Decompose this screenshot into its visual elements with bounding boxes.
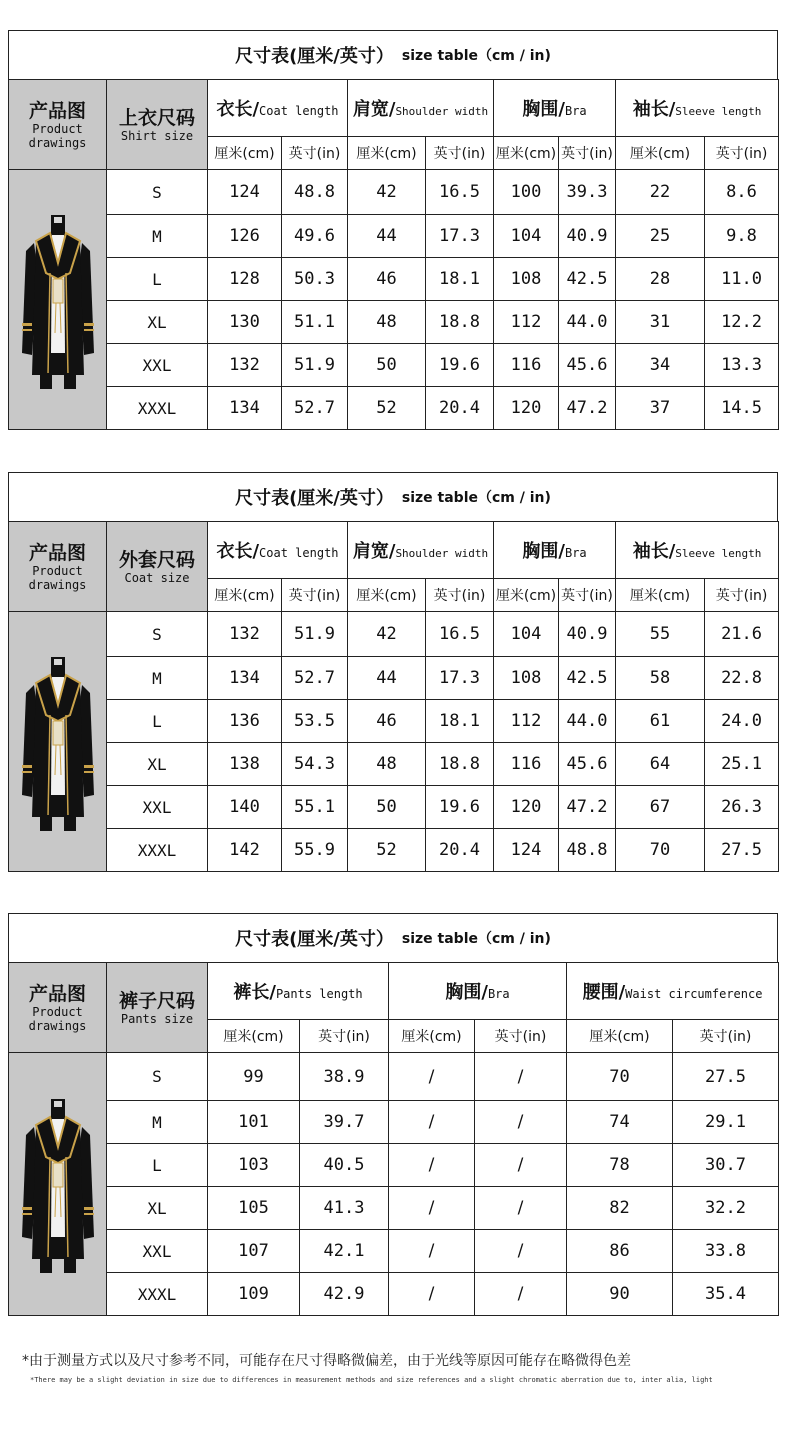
coat-size-table (8, 472, 778, 878)
product-image-cell (9, 1053, 107, 1316)
measurement-cell: 50 (348, 786, 426, 829)
measurement-cell: 104 (494, 215, 559, 258)
measurement-cell: 8.6 (705, 170, 779, 215)
measurement-cell: 42.5 (559, 258, 616, 301)
measurement-cell: 48.8 (559, 829, 616, 872)
product-image-cell (9, 612, 107, 872)
measurement-cell: 128 (208, 258, 282, 301)
table-row (9, 786, 779, 829)
table-title (8, 30, 778, 80)
size-label: S (107, 170, 208, 215)
measurement-cell: / (475, 1053, 567, 1101)
title-cn: 尺寸表(厘米/英寸） (235, 488, 394, 509)
measurement-cell: 14.5 (705, 387, 779, 430)
measurement-cell: 45.6 (559, 344, 616, 387)
unit-cm: 厘米(cm) (494, 579, 559, 612)
measurement-cell: 16.5 (426, 612, 494, 657)
measurement-cell: 40.9 (559, 612, 616, 657)
measurement-cell: 136 (208, 700, 282, 743)
measurement-cell: 101 (208, 1101, 300, 1144)
measurement-cell: 130 (208, 301, 282, 344)
table-row (9, 1273, 779, 1316)
title-cn: 尺寸表(厘米/英寸） (235, 929, 394, 950)
unit-in: 英寸(in) (300, 1020, 389, 1053)
measurement-cell: 9.8 (705, 215, 779, 258)
size-label: S (107, 612, 208, 657)
measurement-cell: 24.0 (705, 700, 779, 743)
measurement-cell: 42.1 (300, 1230, 389, 1273)
table-row (9, 829, 779, 872)
size-label: XL (107, 1187, 208, 1230)
measurement-cell: 18.8 (426, 743, 494, 786)
product-image-cell (9, 170, 107, 430)
measurement-cell: 12.2 (705, 301, 779, 344)
measurement-cell: 38.9 (300, 1053, 389, 1101)
measurement-cell: 61 (616, 700, 705, 743)
measurement-cell: 22 (616, 170, 705, 215)
measurement-cell: 29.1 (673, 1101, 779, 1144)
size-label: L (107, 700, 208, 743)
measurement-cell: 27.5 (673, 1053, 779, 1101)
measurement-cell: 47.2 (559, 387, 616, 430)
measurement-cell: 70 (616, 829, 705, 872)
size-grid (8, 962, 779, 1316)
measurement-cell: / (475, 1101, 567, 1144)
table-row (9, 301, 779, 344)
measurement-cell: 19.6 (426, 344, 494, 387)
measurement-cell: 39.3 (559, 170, 616, 215)
size-label: XL (107, 743, 208, 786)
measurement-cell: 51.1 (282, 301, 348, 344)
title-en: size table（cm / in) (401, 490, 551, 506)
measurement-cell: 138 (208, 743, 282, 786)
unit-cm: 厘米(cm) (208, 579, 282, 612)
measurement-cell: 41.3 (300, 1187, 389, 1230)
measurement-cell: 17.3 (426, 657, 494, 700)
measurement-cell: 52 (348, 387, 426, 430)
measurement-cell: 39.7 (300, 1101, 389, 1144)
unit-in: 英寸(in) (705, 137, 779, 170)
measurement-cell: 47.2 (559, 786, 616, 829)
size-header: 上衣尺码 Shirt size (107, 80, 208, 170)
measurement-cell: / (389, 1273, 475, 1316)
measurement-cell: 17.3 (426, 215, 494, 258)
measurement-cell: 142 (208, 829, 282, 872)
measurement-cell: 67 (616, 786, 705, 829)
unit-cm: 厘米(cm) (348, 137, 426, 170)
unit-cm: 厘米(cm) (208, 137, 282, 170)
table-row (9, 743, 779, 786)
table-row (9, 1101, 779, 1144)
measurement-cell: 51.9 (282, 344, 348, 387)
measurement-cell: 112 (494, 700, 559, 743)
measurement-cell: 42 (348, 612, 426, 657)
measurement-cell: 42 (348, 170, 426, 215)
measurement-cell: 44.0 (559, 301, 616, 344)
footnote-en: *There may be a slight deviation in size due to differences in measurement methods and size references and a slight chromatic aberration due to, inter alia, light (30, 1376, 713, 1384)
measurement-cell: 86 (567, 1230, 673, 1273)
title-cn: 尺寸表(厘米/英寸） (235, 46, 394, 67)
size-label: XXL (107, 786, 208, 829)
product-drawings-header: 产品图 Product drawings (9, 522, 107, 612)
measurement-cell: 51.9 (282, 612, 348, 657)
sleeve-length-header: 袖长/Sleeve length (616, 522, 779, 579)
measurement-cell: 42.9 (300, 1273, 389, 1316)
unit-cm: 厘米(cm) (567, 1020, 673, 1053)
table-row (9, 1230, 779, 1273)
gown-product-image (20, 645, 96, 835)
measurement-cell: 90 (567, 1273, 673, 1316)
measurement-cell: / (389, 1101, 475, 1144)
pants-size-table (8, 913, 778, 1317)
size-label: XXXL (107, 387, 208, 430)
measurement-cell: 140 (208, 786, 282, 829)
measurement-cell: 70 (567, 1053, 673, 1101)
measurement-cell: 11.0 (705, 258, 779, 301)
title-en: size table（cm / in) (401, 931, 551, 947)
gown-product-image (20, 203, 96, 393)
measurement-cell: 45.6 (559, 743, 616, 786)
measurement-cell: 74 (567, 1101, 673, 1144)
table-row (9, 657, 779, 700)
table-row (9, 700, 779, 743)
table-row (9, 1053, 779, 1101)
size-grid (8, 79, 779, 430)
size-label: XXL (107, 344, 208, 387)
measurement-cell: 27.5 (705, 829, 779, 872)
product-drawings-header: 产品图 Product drawings (9, 963, 107, 1053)
measurement-cell: 50.3 (282, 258, 348, 301)
measurement-cell: 64 (616, 743, 705, 786)
unit-cm: 厘米(cm) (389, 1020, 475, 1053)
measurement-cell: 108 (494, 258, 559, 301)
bra-header: 胸围/Bra (389, 963, 567, 1020)
measurement-cell: 20.4 (426, 387, 494, 430)
measurement-cell: 126 (208, 215, 282, 258)
unit-in: 英寸(in) (673, 1020, 779, 1053)
measurement-cell: 20.4 (426, 829, 494, 872)
measurement-cell: 52 (348, 829, 426, 872)
sleeve-length-header: 袖长/Sleeve length (616, 80, 779, 137)
measurement-cell: 44 (348, 657, 426, 700)
size-label: L (107, 258, 208, 301)
title-en: size table（cm / in) (401, 48, 551, 64)
unit-cm: 厘米(cm) (494, 137, 559, 170)
measurement-cell: / (475, 1230, 567, 1273)
measurement-cell: 55 (616, 612, 705, 657)
table-row (9, 1187, 779, 1230)
bra-header: 胸围/Bra (494, 522, 616, 579)
measurement-cell: 112 (494, 301, 559, 344)
size-label: M (107, 1101, 208, 1144)
measurement-cell: 55.1 (282, 786, 348, 829)
table-row (9, 1144, 779, 1187)
measurement-cell: 78 (567, 1144, 673, 1187)
table-row (9, 258, 779, 301)
measurement-cell: 35.4 (673, 1273, 779, 1316)
size-label: XL (107, 301, 208, 344)
measurement-cell: 34 (616, 344, 705, 387)
unit-cm: 厘米(cm) (208, 1020, 300, 1053)
unit-cm: 厘米(cm) (616, 579, 705, 612)
measurement-cell: / (389, 1230, 475, 1273)
measurement-cell: 49.6 (282, 215, 348, 258)
measurement-cell: / (389, 1144, 475, 1187)
unit-in: 英寸(in) (559, 137, 616, 170)
measurement-cell: 58 (616, 657, 705, 700)
measurement-cell: 22.8 (705, 657, 779, 700)
measurement-cell: 21.6 (705, 612, 779, 657)
size-label: L (107, 1144, 208, 1187)
size-label: S (107, 1053, 208, 1101)
size-label: M (107, 657, 208, 700)
unit-cm: 厘米(cm) (348, 579, 426, 612)
table-row (9, 170, 779, 215)
size-label: XXL (107, 1230, 208, 1273)
unit-in: 英寸(in) (705, 579, 779, 612)
measurement-cell: 134 (208, 657, 282, 700)
measurement-cell: 26.3 (705, 786, 779, 829)
measurement-cell: 48 (348, 301, 426, 344)
measurement-cell: 16.5 (426, 170, 494, 215)
size-header: 裤子尺码 Pants size (107, 963, 208, 1053)
measurement-cell: 28 (616, 258, 705, 301)
measurement-cell: 99 (208, 1053, 300, 1101)
unit-in: 英寸(in) (559, 579, 616, 612)
table-title (8, 472, 778, 522)
measurement-cell: 134 (208, 387, 282, 430)
size-grid (8, 521, 779, 872)
measurement-cell: 116 (494, 743, 559, 786)
unit-in: 英寸(in) (282, 137, 348, 170)
bra-header: 胸围/Bra (494, 80, 616, 137)
pants-length-header: 裤长/Pants length (208, 963, 389, 1020)
measurement-cell: 48.8 (282, 170, 348, 215)
measurement-cell: 52.7 (282, 387, 348, 430)
measurement-cell: 107 (208, 1230, 300, 1273)
measurement-cell: 53.5 (282, 700, 348, 743)
measurement-cell: 40.9 (559, 215, 616, 258)
measurement-cell: 18.1 (426, 700, 494, 743)
table-row (9, 612, 779, 657)
measurement-cell: 109 (208, 1273, 300, 1316)
size-header: 外套尺码 Coat size (107, 522, 208, 612)
size-label: M (107, 215, 208, 258)
shoulder-width-header: 肩宽/Shoulder width (348, 522, 494, 579)
measurement-cell: 124 (494, 829, 559, 872)
measurement-cell: 108 (494, 657, 559, 700)
product-drawings-header: 产品图 Product drawings (9, 80, 107, 170)
measurement-cell: 104 (494, 612, 559, 657)
measurement-cell: 25 (616, 215, 705, 258)
coat-length-header: 衣长/Coat length (208, 522, 348, 579)
measurement-cell: 46 (348, 258, 426, 301)
measurement-cell: 54.3 (282, 743, 348, 786)
table-row (9, 387, 779, 430)
unit-cm: 厘米(cm) (616, 137, 705, 170)
measurement-cell: 48 (348, 743, 426, 786)
measurement-cell: 52.7 (282, 657, 348, 700)
unit-in: 英寸(in) (426, 579, 494, 612)
measurement-cell: / (389, 1053, 475, 1101)
unit-in: 英寸(in) (426, 137, 494, 170)
measurement-cell: 44 (348, 215, 426, 258)
measurement-cell: 37 (616, 387, 705, 430)
table-title (8, 913, 778, 963)
measurement-cell: 33.8 (673, 1230, 779, 1273)
unit-in: 英寸(in) (475, 1020, 567, 1053)
measurement-cell: 82 (567, 1187, 673, 1230)
measurement-cell: 55.9 (282, 829, 348, 872)
coat-length-header: 衣长/Coat length (208, 80, 348, 137)
measurement-cell: 25.1 (705, 743, 779, 786)
footnote-cn: *由于测量方式以及尺寸参考不同，可能存在尺寸得略微偏差，由于光线等原因可能存在略微得色差 (22, 1353, 631, 1369)
measurement-cell: 103 (208, 1144, 300, 1187)
measurement-cell: 100 (494, 170, 559, 215)
table-row (9, 215, 779, 258)
measurement-cell: 18.8 (426, 301, 494, 344)
measurement-cell: 40.5 (300, 1144, 389, 1187)
measurement-cell: 44.0 (559, 700, 616, 743)
measurement-cell: 105 (208, 1187, 300, 1230)
measurement-cell: 32.2 (673, 1187, 779, 1230)
measurement-cell: / (475, 1144, 567, 1187)
measurement-cell: 46 (348, 700, 426, 743)
unit-in: 英寸(in) (282, 579, 348, 612)
measurement-cell: 30.7 (673, 1144, 779, 1187)
measurement-cell: 132 (208, 344, 282, 387)
measurement-cell: 124 (208, 170, 282, 215)
measurement-cell: 42.5 (559, 657, 616, 700)
size-label: XXXL (107, 1273, 208, 1316)
measurement-cell: 116 (494, 344, 559, 387)
measurement-cell: 19.6 (426, 786, 494, 829)
measurement-cell: 120 (494, 387, 559, 430)
waist-header: 腰围/Waist circumference (567, 963, 779, 1020)
measurement-cell: 13.3 (705, 344, 779, 387)
shoulder-width-header: 肩宽/Shoulder width (348, 80, 494, 137)
measurement-cell: / (389, 1187, 475, 1230)
measurement-cell: 31 (616, 301, 705, 344)
measurement-cell: / (475, 1273, 567, 1316)
table-row (9, 344, 779, 387)
measurement-cell: 120 (494, 786, 559, 829)
measurement-cell: 50 (348, 344, 426, 387)
measurement-cell: 18.1 (426, 258, 494, 301)
shirt-size-table (8, 30, 778, 436)
measurement-cell: / (475, 1187, 567, 1230)
size-label: XXXL (107, 829, 208, 872)
measurement-cell: 132 (208, 612, 282, 657)
gown-product-image (20, 1087, 96, 1277)
